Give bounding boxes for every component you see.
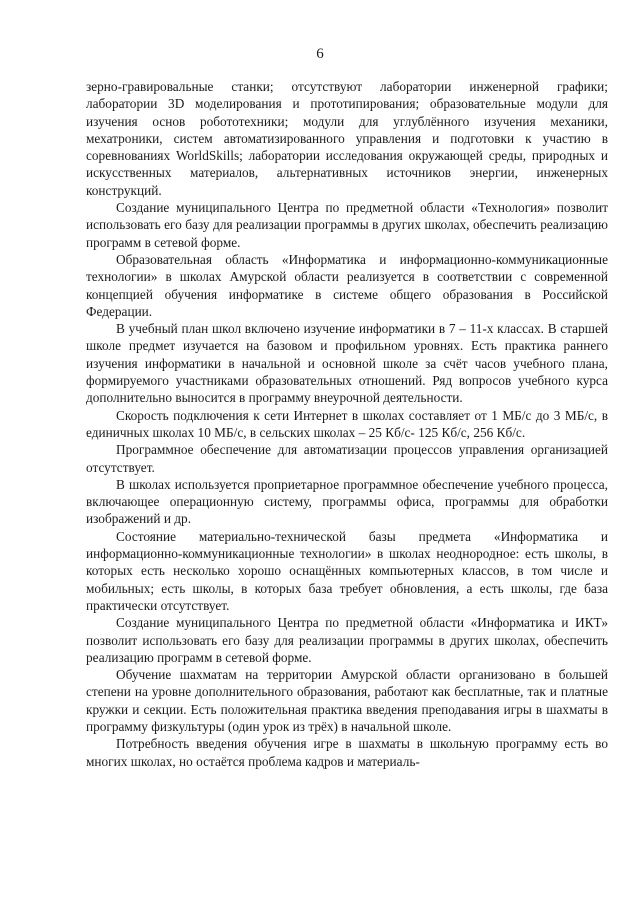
page-number: 6: [316, 46, 324, 62]
paragraph-material-base: Состояние материально-технической базы предмета «Информатика и информационно-коммуникационные технологии» в школах неоднородное: есть школы, в которых есть несколько хорошо оснащённых компьютерных классов, в том числе и мобильных; есть школы, в которых база требует обновления, а есть школы, где база практически отсутствует.: [86, 528, 608, 613]
paragraph-management-software: Программное обеспечение для автоматизации процессов управления организацией отсутствует.: [86, 442, 608, 475]
paragraph-proprietary-software: В школах используется проприетарное программное обеспечение учебного процесса, включающее операционную систему, программы офиса, программы для обработки изображений и др.: [86, 476, 608, 527]
paragraph-continuation: зерно-гравировальные станки; отсутствуют лаборатории инженерной графики; лаборатории 3D моделирования и прототипирования; образовательные модули для изучения основ робототехники; модули для углублённого изучения механики, мехатроники, систем автоматизированного управления и подготовки к участию в соревнованиях WorldSkills; лаборатории исследования окружающей среды, природных и искусственных материалов, альтернативных источников энергии, инженерных конструкций.: [86, 79, 608, 198]
paragraph-chess-education: Обучение шахматам на территории Амурской области организовано в большей степени на уровне дополнительного образования, работают как бесплатные, так и платные кружки и секции. Есть положительная практика введения преподавания игры в шахматы в программу физкультуры (один урок из трёх) в начальной школе.: [86, 667, 608, 734]
document-body: [86, 78, 608, 770]
paragraph-internet-speed: Скорость подключения к сети Интернет в школах составляет от 1 МБ/с до 3 МБ/с, в единичных школах 10 МБ/с, в сельских школах – 25 Кб/с- 125 Кб/с, 256 Кб/с.: [86, 407, 608, 440]
paragraph-chess-need: Потребность введения обучения игре в шахматы в школьную программу есть во многих школах, но остаётся проблема кадров и материаль-: [86, 736, 608, 769]
paragraph-technology-center: Создание муниципального Центра по предметной области «Технология» позволит использовать его базу для реализации программы в других школах, обеспечить реализацию программ в сетевой форме.: [86, 200, 608, 250]
paragraph-informatics-area: Образовательная область «Информатика и информационно-коммуникационные технологии» в школах Амурской области реализуется в соответствии с современной концепцией обучения информатике в системе общего образования в Российской Федерации.: [86, 251, 608, 319]
paragraph-informatics-center: Создание муниципального Центра по предметной области «Информатика и ИКТ» позволит использовать его базу для реализации программы в других школах, обеспечить реализацию программ в сетевой форме.: [86, 615, 608, 665]
paragraph-curriculum: В учебный план школ включено изучение информатики в 7 – 11-х классах. В старшей школе предмет изучается на базовом и профильном уровнях. Есть практика раннего изучения информатики в начальной и основной школе за счёт часов учебного плана, формируемого участниками образовательных отношений. Ряд вопросов учебного курса дополнительно выносится в программу внеурочной деятельности.: [86, 321, 608, 406]
